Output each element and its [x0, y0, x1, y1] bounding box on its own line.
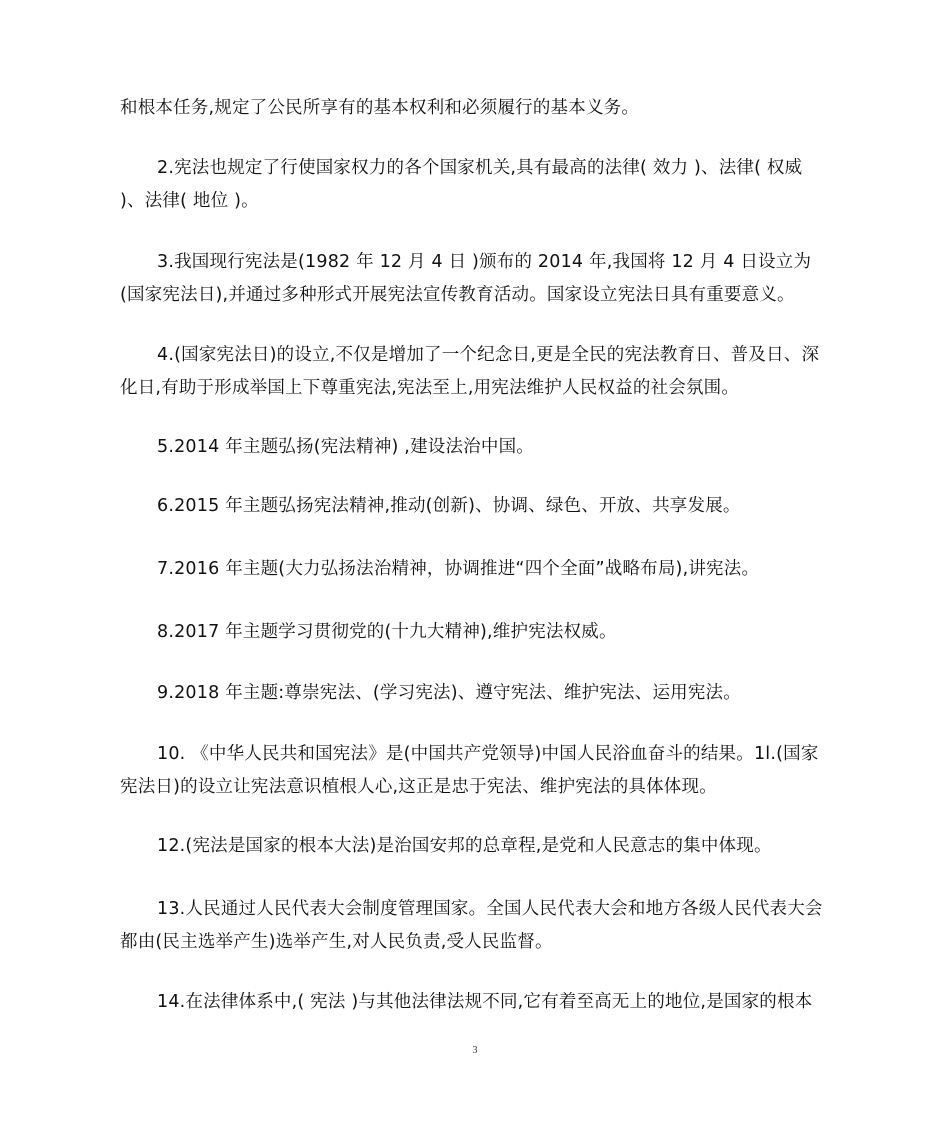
paragraph-item-14: 14.在法律体系中,( 宪法 )与其他法律法规不同,它有着至高无上的地位,是国家的根本	[157, 992, 813, 1012]
paragraph-item-3: 3.我国现行宪法是(1982 年 12 月 4 日 )颁布的 2014 年,我国将 12 月 4 日设立为(国家宪法日),并通过多种形式开展宪法宣传教育活动。国家设立宪法日具有重要意义。	[120, 252, 812, 305]
paragraph-item-8: 8.2017 年主题学习贯彻党的(十九大精神),维护宪法权威。	[157, 622, 617, 642]
page-number: 3	[472, 1045, 478, 1056]
paragraph-item-12: 12.(宪法是国家的根本大法)是治国安邦的总章程,是党和人民意志的集中体现。	[157, 836, 772, 856]
paragraph-item-2: 2.宪法也规定了行使国家权力的各个国家机关,具有最高的法律( 效力 )、法律( 权威 )、法律( 地位 )。	[120, 158, 803, 211]
paragraph-item-5: 5.2014 年主题弘扬(宪法精神) ,建设法治中国。	[157, 437, 534, 457]
paragraph-item-4: 4.(国家宪法日)的设立,不仅是增加了一个纪念日,更是全民的宪法教育日、普及日、深化日,有助于形成举国上下尊重宪法,宪法至上,用宪法维护人民权益的社会氛围。	[120, 345, 820, 398]
paragraph-item-7: 7.2016 年主题(大力弘扬法治精神，协调推进“四个全面”战略布局),讲宪法。	[157, 559, 760, 579]
paragraph-item-6: 6.2015 年主题弘扬宪法精神,推动(创新)、协调、绿色、开放、共享发展。	[157, 496, 741, 516]
paragraph-item-10: 10. 《中华人民共和国宪法》是(中国共产党领导)中国人民浴血奋斗的结果。1l.(国家宪法日)的设立让宪法意识植根人心,这正是忠于宪法、维护宪法的具体体现。	[120, 744, 819, 797]
paragraph-continuation: 和根本任务,规定了公民所享有的基本权利和必须履行的基本义务。	[120, 98, 640, 118]
paragraph-item-13: 13.人民通过人民代表大会制度管理国家。全国人民代表大会和地方各级人民代表大会都由(民主选举产生)选举产生,对人民负责,受人民监督。	[120, 899, 823, 952]
paragraph-item-9: 9.2018 年主题:尊崇宪法、(学习宪法)、遵守宪法、维护宪法、运用宪法。	[157, 683, 741, 703]
